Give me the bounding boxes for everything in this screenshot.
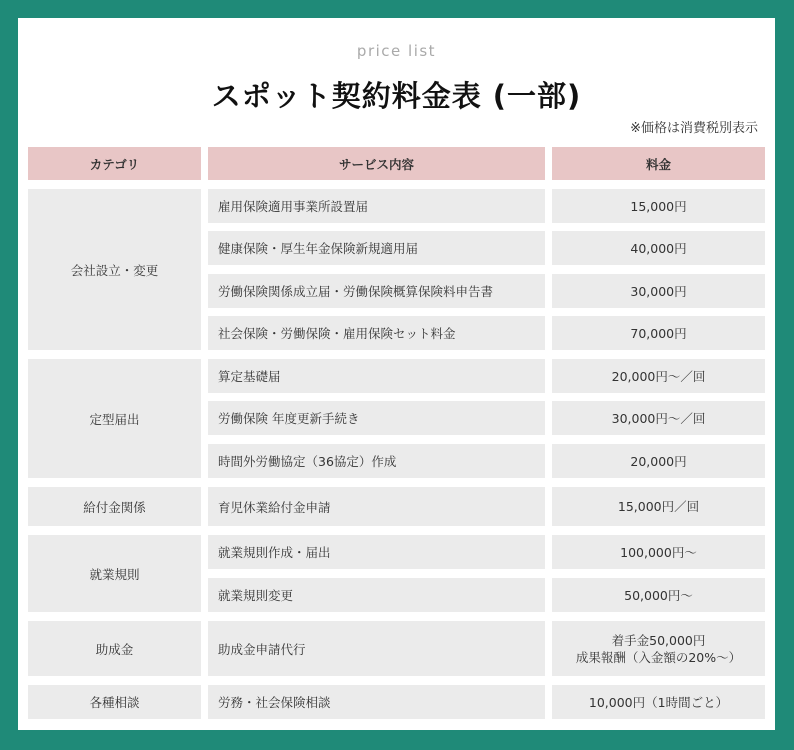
fee-cell: 50,000円～ xyxy=(552,578,765,612)
category-cell: 就業規則 xyxy=(28,535,201,612)
fee-cell xyxy=(552,621,765,676)
service-cell: 就業規則変更 xyxy=(208,578,545,612)
page-title: スポット契約料金表 (一部) xyxy=(211,79,582,113)
service-cell: 算定基礎届 xyxy=(208,359,545,393)
service-cell: 社会保険・労働保険・雇用保険セット料金 xyxy=(208,316,545,350)
category-cell: 給付金関係 xyxy=(28,487,201,526)
fee-cell: 10,000円（1時間ごと） xyxy=(552,685,765,719)
service-cell: 労務・社会保険相談 xyxy=(208,685,545,719)
column-header-service: サービス内容 xyxy=(208,147,545,180)
service-cell: 労働保険 年度更新手続き xyxy=(208,401,545,435)
fee-cell: 30,000円～／回 xyxy=(552,401,765,435)
fee-cell: 15,000円 xyxy=(552,189,765,223)
category-cell: 助成金 xyxy=(28,621,201,676)
column-header-category: カテゴリ xyxy=(28,147,201,180)
category-cell: 定型届出 xyxy=(28,359,201,478)
fee-cell: 30,000円 xyxy=(552,274,765,308)
fee-cell: 40,000円 xyxy=(552,231,765,265)
service-cell: 就業規則作成・届出 xyxy=(208,535,545,569)
service-cell: 雇用保険適用事業所設置届 xyxy=(208,189,545,223)
subtitle: price list xyxy=(356,42,437,60)
fee-line: 着手金50,000円 xyxy=(611,632,706,648)
category-cell: 各種相談 xyxy=(28,685,201,719)
fee-cell: 100,000円～ xyxy=(552,535,765,569)
fee-cell: 70,000円 xyxy=(552,316,765,350)
fee-line: 成果報酬（入金額の20%～） xyxy=(575,649,742,665)
fee-cell: 20,000円～／回 xyxy=(552,359,765,393)
price-card xyxy=(18,18,775,730)
service-cell: 健康保険・厚生年金保険新規適用届 xyxy=(208,231,545,265)
tax-note: ※価格は消費税別表示 xyxy=(630,121,758,136)
column-header-fee: 料金 xyxy=(552,147,765,180)
service-cell: 助成金申請代行 xyxy=(208,621,545,676)
fee-cell: 20,000円 xyxy=(552,444,765,478)
service-cell: 時間外労働協定（36協定）作成 xyxy=(208,444,545,478)
fee-cell: 15,000円／回 xyxy=(552,487,765,526)
service-cell: 労働保険関係成立届・労働保険概算保険料申告書 xyxy=(208,274,545,308)
category-cell: 会社設立・変更 xyxy=(28,189,201,350)
service-cell: 育児休業給付金申請 xyxy=(208,487,545,526)
